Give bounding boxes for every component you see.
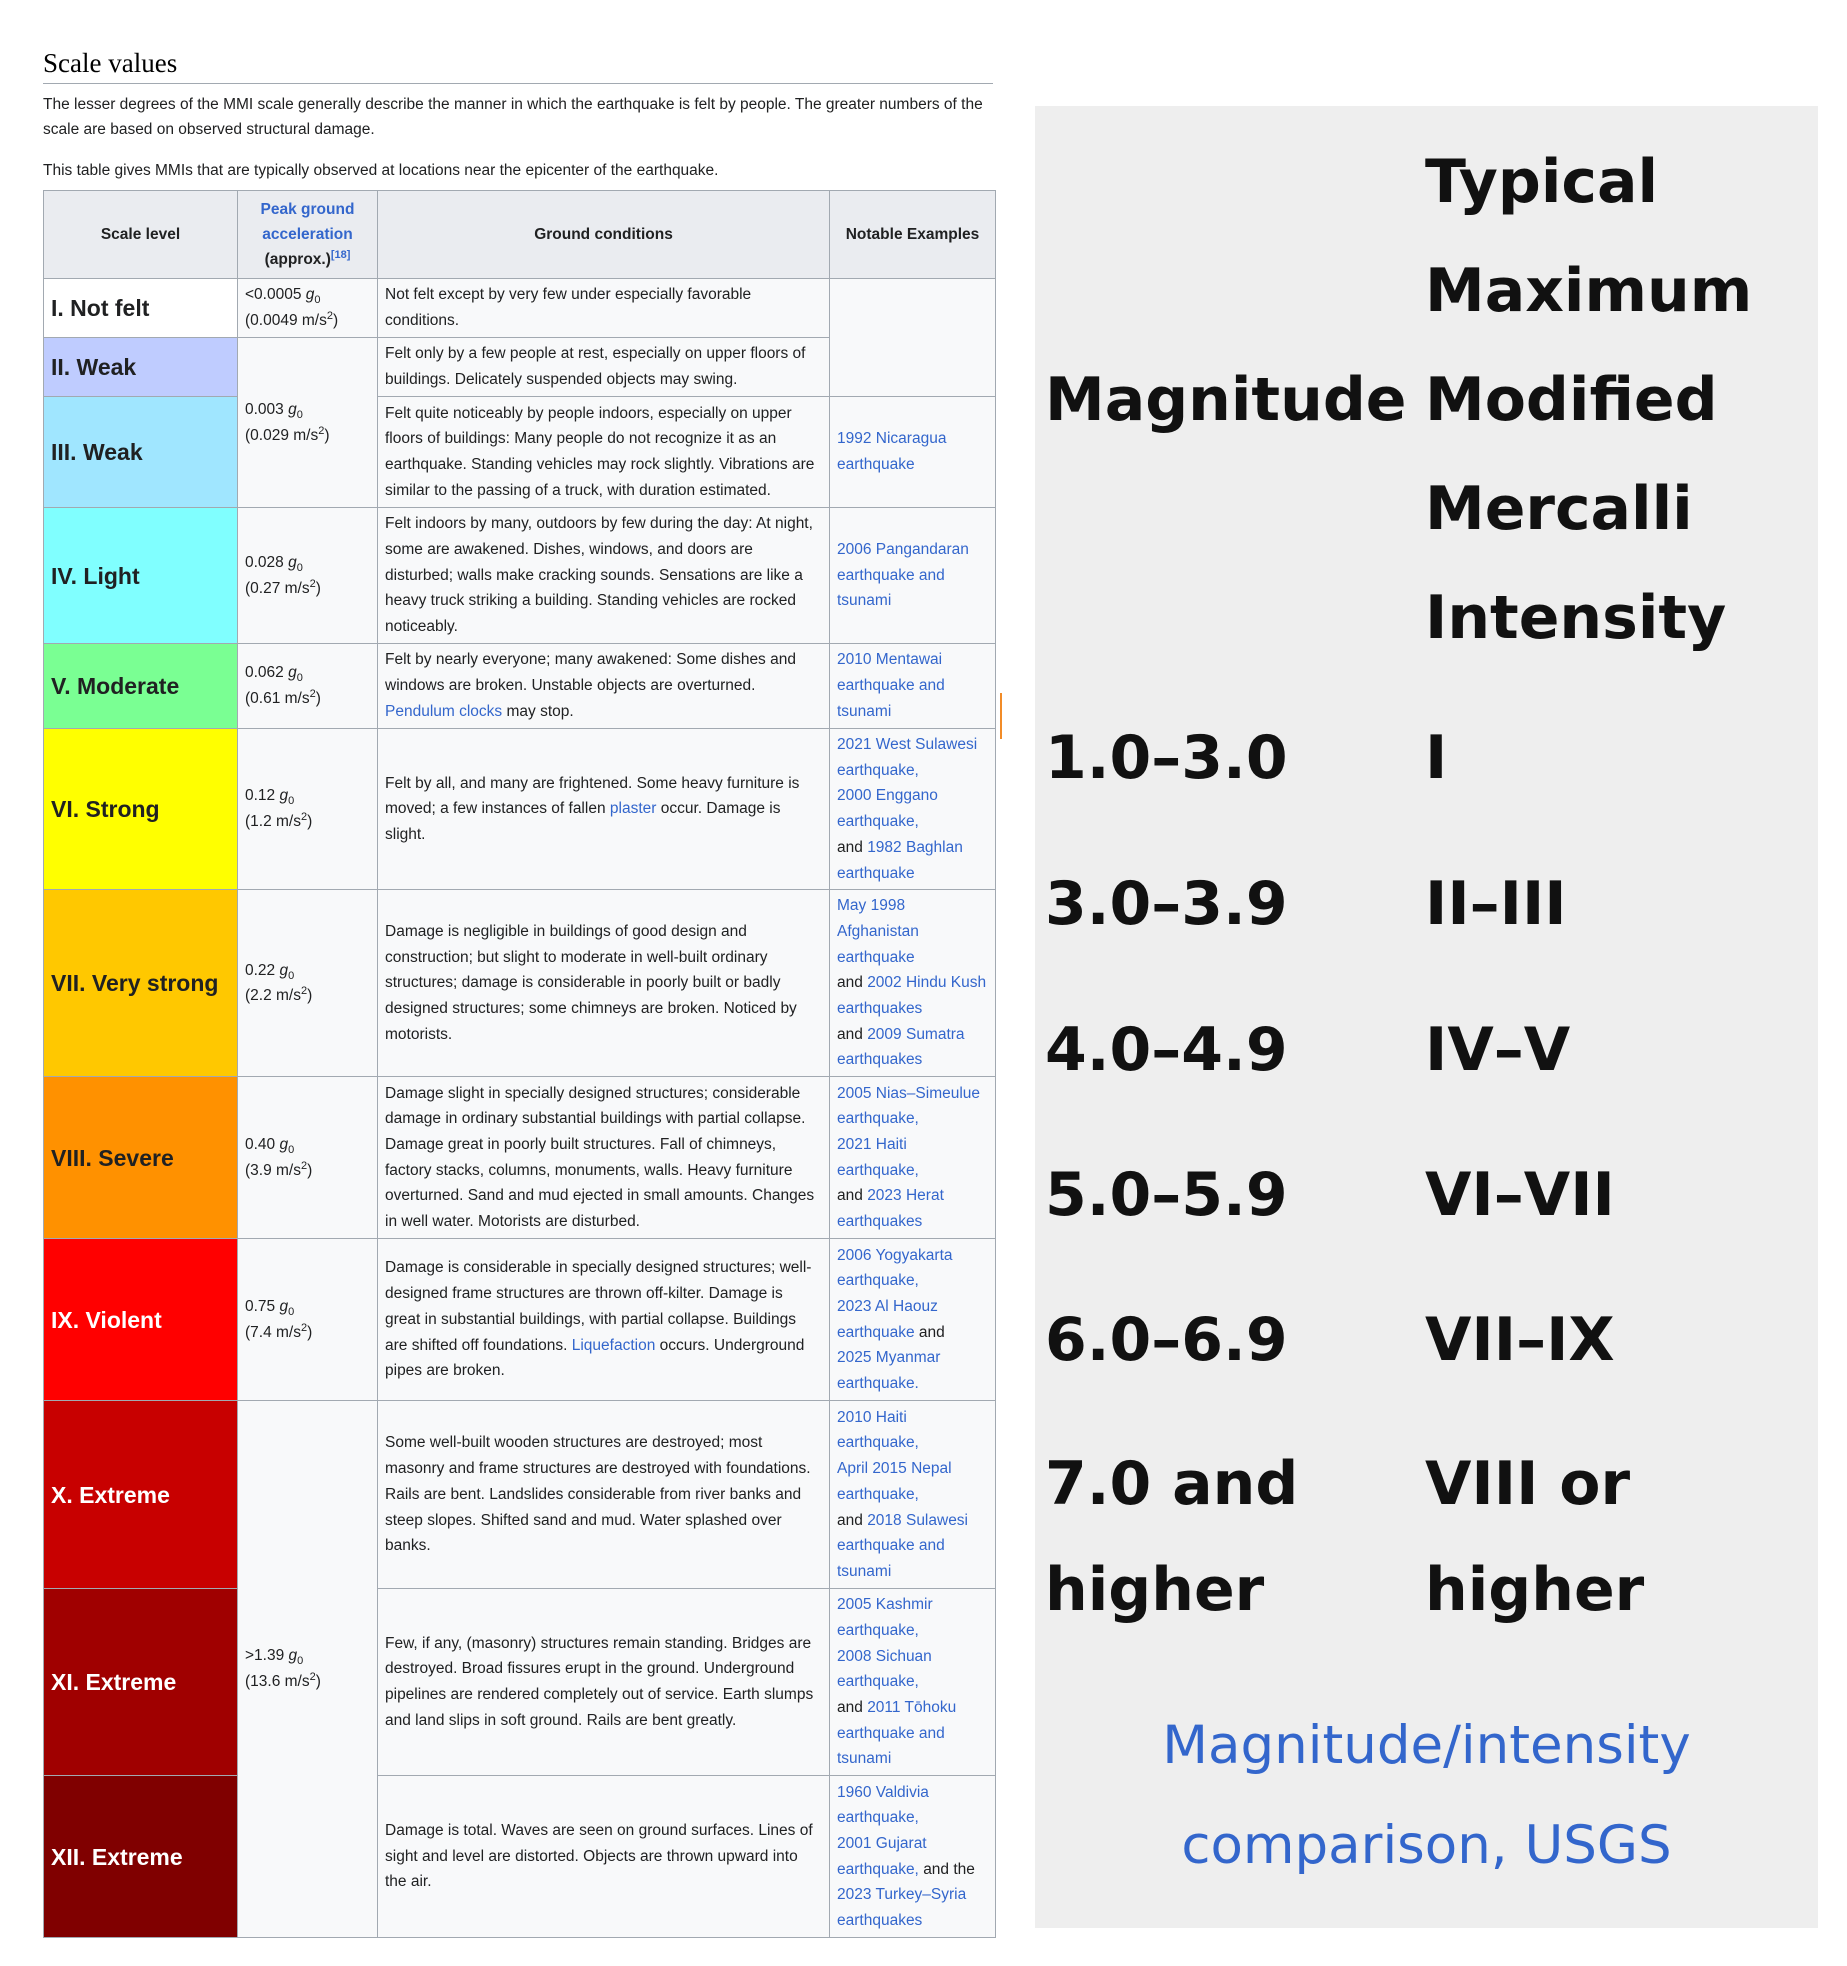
pga-cell: 0.75 $g_0$ (7.4 $m/s^2$) [238, 1239, 378, 1401]
table-row [44, 729, 996, 890]
header-intensity-line: Mercalli [1425, 474, 1693, 544]
example-link[interactable]: 1982 Baghlan earthquake [837, 838, 963, 882]
col-header-ground-conditions: Ground conditions [378, 191, 830, 279]
level-cell: I. Not felt [44, 279, 238, 338]
usgs-comparison-link[interactable]: Magnitude/intensity [1162, 1715, 1691, 1776]
example-link[interactable]: 2006 Yogyakarta earthquake, [837, 1246, 953, 1290]
header-magnitude: Magnitude [1045, 365, 1407, 435]
example-link[interactable]: 2000 Enggano earthquake, [837, 787, 938, 831]
table-intro-paragraph: This table gives MMIs that are typically observed at locations near the epicenter of the earthquake. [43, 162, 719, 179]
example-link[interactable]: 1960 Valdivia earthquake, [837, 1783, 929, 1827]
pga-cell: 0.40 $g_0$ (3.9 $m/s^2$) [238, 1077, 378, 1239]
examples-cell: 1960 Valdivia earthquake, 2001 Gujarat earthquake, and the 2023 Turkey–Syria earthquakes [830, 1776, 996, 1938]
examples-cell-empty [830, 279, 996, 397]
pga-approx: (approx.) [264, 251, 331, 268]
pga-cell: 0.028 $g_0$ (0.27 $m/s^2$) [238, 508, 378, 644]
header-intensity-line: Modified [1425, 365, 1718, 435]
example-link[interactable]: 2005 Nias–Simeulue earthquake, [837, 1084, 981, 1128]
examples-cell: 2021 West Sulawesi earthquake, 2000 Enggano earthquake, and 1982 Baghlan earthquake [830, 729, 996, 890]
pga-cell: 0.22 $g_0$ (2.2 $m/s^2$) [238, 890, 378, 1077]
table-row [44, 890, 996, 1077]
example-link[interactable]: 2008 Sichuan earthquake, [837, 1647, 932, 1691]
col-header-pga [238, 191, 378, 279]
usgs-comparison-link[interactable]: comparison, USGS [1181, 1815, 1672, 1876]
pga-cell: 0.003 $g_0$ (0.029 $m/s^2$) [238, 338, 378, 508]
example-link[interactable]: 2010 Haiti earthquake, [837, 1408, 919, 1452]
example-link[interactable]: May 1998 Afghanistan earthquake [837, 897, 919, 966]
examples-cell: 2005 Kashmir earthquake, 2008 Sichuan earthquake, and 2011 Tōhoku earthquake and tsunami [830, 1589, 996, 1776]
conditions-cell: Damage is negligible in buildings of good design and construction; but slight to moderate in well-built ordinary structures; damage is considerable in poorly built or badly designed structures; some chimneys are broken. Noticed by motorists. [378, 890, 830, 1077]
magnitude-value: 4.0–4.9 [1045, 1015, 1288, 1085]
magnitude-value: 3.0–3.9 [1045, 869, 1288, 939]
conditions-cell: Felt by nearly everyone; many awakened: Some dishes and windows are broken. Unstable objects are overturned. Pendulum clocks may stop. [378, 644, 830, 729]
magnitude-value: 5.0–5.9 [1045, 1160, 1288, 1230]
conditions-cell: Few, if any, (masonry) structures remain standing. Bridges are destroyed. Broad fissures erupt in the ground. Underground pipelines are rendered completely out of service. Earth slumps and land slips in soft ground. Rails are bent greatly. [378, 1589, 830, 1776]
example-link[interactable]: 2023 Al Haouz earthquake [837, 1298, 938, 1341]
level-cell: IV. Light [44, 508, 238, 644]
level-cell: III. Weak [44, 397, 238, 508]
intensity-value: VIII or [1425, 1449, 1631, 1519]
intro-paragraph: The lesser degrees of the MMI scale generally describe the manner in which the earthquake is felt by people. The greater numbers of the scale are based on observed structural damage. [43, 96, 983, 138]
magnitude-value: 6.0–6.9 [1045, 1305, 1288, 1375]
table-row [44, 397, 996, 508]
table-row [44, 508, 996, 644]
table-row [44, 1239, 996, 1401]
magnitude-value: 1.0–3.0 [1045, 723, 1288, 793]
example-link[interactable]: 1992 Nicaragua earthquake [837, 430, 947, 473]
conditions-cell: Some well-built wooden structures are destroyed; most masonry and frame structures are destroyed with foundations. Rails are bent. Landslides considerable from river banks and steep slopes. Shifted sand and mud. Water splashed over banks. [378, 1401, 830, 1589]
intensity-value: VII–IX [1425, 1305, 1615, 1375]
intensity-value: higher [1425, 1555, 1645, 1625]
example-link[interactable]: 2005 Kashmir earthquake, [837, 1596, 933, 1639]
level-cell: XII. Extreme [44, 1776, 238, 1938]
table-row [44, 1401, 996, 1589]
level-cell: V. Moderate [44, 644, 238, 729]
conditions-cell: Felt only by a few people at rest, especially on upper floors of buildings. Delicately suspended objects may swing. [378, 338, 830, 397]
example-link[interactable]: 2009 Sumatra earthquakes [837, 1025, 965, 1069]
examples-cell: 2006 Yogyakarta earthquake, 2023 Al Haouz earthquake and 2025 Myanmar earthquake. [830, 1239, 996, 1401]
level-cell: VII. Very strong [44, 890, 238, 1077]
header-intensity-line: Typical [1425, 147, 1659, 217]
scroll-edge-marker [1000, 693, 1002, 739]
examples-cell: May 1998 Afghanistan earthquake and 2002 Hindu Kush earthquakes and 2009 Sumatra earthquakes [830, 890, 996, 1077]
example-link[interactable]: 2023 Herat earthquakes [837, 1187, 944, 1231]
magnitude-value: higher [1045, 1555, 1265, 1625]
conditions-cell: Damage is considerable in specially designed structures; well-designed frame structures are thrown off-kilter. Damage is great in substantial buildings, with partial collapse. Buildings are shifted off foundations. Liquefaction occurs. Underground pipes are broken. [378, 1239, 830, 1401]
level-cell: II. Weak [44, 338, 238, 397]
table-row [44, 1589, 996, 1776]
pga-cell: 0.12 $g_0$ (1.2 $m/s^2$) [238, 729, 378, 890]
pendulum-clocks-link[interactable]: Pendulum clocks [385, 702, 503, 720]
header-intensity-line: Intensity [1425, 583, 1727, 653]
example-link[interactable]: 2006 Pangandaran earthquake and tsunami [837, 540, 969, 610]
example-link[interactable]: 2018 Sulawesi earthquake and tsunami [837, 1511, 969, 1580]
intensity-value: II–III [1425, 869, 1567, 939]
examples-cell [830, 644, 996, 729]
magnitude-value: 7.0 and [1045, 1449, 1299, 1519]
table-row [44, 1776, 996, 1938]
pga-link[interactable]: Peak ground acceleration [260, 201, 355, 243]
examples-cell [830, 508, 996, 644]
examples-cell: 2010 Haiti earthquake, April 2015 Nepal earthquake, and 2018 Sulawesi earthquake and tsunami [830, 1401, 996, 1589]
example-link[interactable]: 2011 Tōhoku earthquake and tsunami [837, 1699, 957, 1768]
level-cell: VIII. Severe [44, 1077, 238, 1239]
magnitude-intensity-panel [1035, 106, 1818, 1928]
level-cell: VI. Strong [44, 729, 238, 890]
pga-reference-link[interactable]: [18] [330, 248, 351, 261]
intensity-value: IV–V [1425, 1015, 1571, 1085]
plaster-link[interactable]: plaster [609, 800, 657, 818]
table-row [44, 1077, 996, 1239]
table-header-row [44, 191, 996, 279]
liquefaction-link[interactable]: Liquefaction [571, 1336, 656, 1354]
example-link[interactable]: 2001 Gujarat earthquake, [837, 1834, 927, 1878]
scale-values-section [43, 0, 993, 1938]
level-cell: X. Extreme [44, 1401, 238, 1589]
conditions-cell: Felt by all, and many are frightened. Some heavy furniture is moved; a few instances of fallen plaster occur. Damage is slight. [378, 729, 830, 890]
col-header-scale-level: Scale level [44, 191, 238, 279]
level-cell: IX. Violent [44, 1239, 238, 1401]
table-row [44, 644, 996, 729]
example-link[interactable]: 2021 West Sulawesi earthquake, [837, 736, 978, 779]
example-link[interactable]: 2002 Hindu Kush earthquakes [837, 974, 987, 1018]
header-intensity-line: Maximum [1425, 256, 1753, 326]
example-link[interactable]: 2021 Haiti earthquake, [837, 1136, 919, 1179]
col-header-notable-examples: Notable Examples [830, 191, 996, 279]
mmi-table [43, 190, 996, 1938]
conditions-cell: Damage slight in specially designed structures; considerable damage in ordinary substantial buildings with partial collapse. Damage great in poorly built structures. Fall of chimneys, factory stacks, columns, monuments, walls. Heavy furniture overturned. Sand and mud ejected in small amounts. Changes in well water. Motorists are disturbed. [378, 1077, 830, 1239]
table-row [44, 279, 996, 338]
conditions-cell: Not felt except by very few under especially favorable conditions. [378, 279, 830, 338]
conditions-cell: Felt quite noticeably by people indoors, especially on upper floors of buildings: Many people do not recognize it as an earthquake. Standing vehicles may rock slightly. Vibrations are similar to the passing of a truck, with duration estimated. [378, 397, 830, 508]
section-heading: Scale values [43, 48, 993, 84]
example-link[interactable]: April 2015 Nepal earthquake, [837, 1460, 952, 1503]
example-link[interactable]: 2023 Turkey–Syria earthquakes [837, 1886, 967, 1930]
examples-cell: 2005 Nias–Simeulue earthquake, 2021 Haiti earthquake, and 2023 Herat earthquakes [830, 1077, 996, 1239]
level-cell: XI. Extreme [44, 1589, 238, 1776]
intensity-value: I [1425, 723, 1448, 793]
example-link[interactable]: 2010 Mentawai earthquake and tsunami [837, 651, 945, 720]
conditions-cell: Felt indoors by many, outdoors by few during the day: At night, some are awakened. Dishes, windows, and doors are disturbed; walls make cracking sounds. Sensations are like a heavy truck striking a building. Standing vehicles are rocked noticeably. [378, 508, 830, 644]
pga-cell: 0.062 $g_0$ (0.61 $m/s^2$) [238, 644, 378, 729]
pga-cell: >1.39 $g_0$ (13.6 $m/s^2$) [238, 1401, 378, 1938]
examples-cell [830, 397, 996, 508]
conditions-cell: Damage is total. Waves are seen on ground surfaces. Lines of sight and level are distorted. Objects are thrown upward into the air. [378, 1776, 830, 1938]
pga-cell: <0.0005 $g_0$ (0.0049 $m/s^2$) [238, 279, 378, 338]
intensity-value: VI–VII [1425, 1160, 1615, 1230]
example-link[interactable]: 2025 Myanmar earthquake. [837, 1349, 941, 1393]
